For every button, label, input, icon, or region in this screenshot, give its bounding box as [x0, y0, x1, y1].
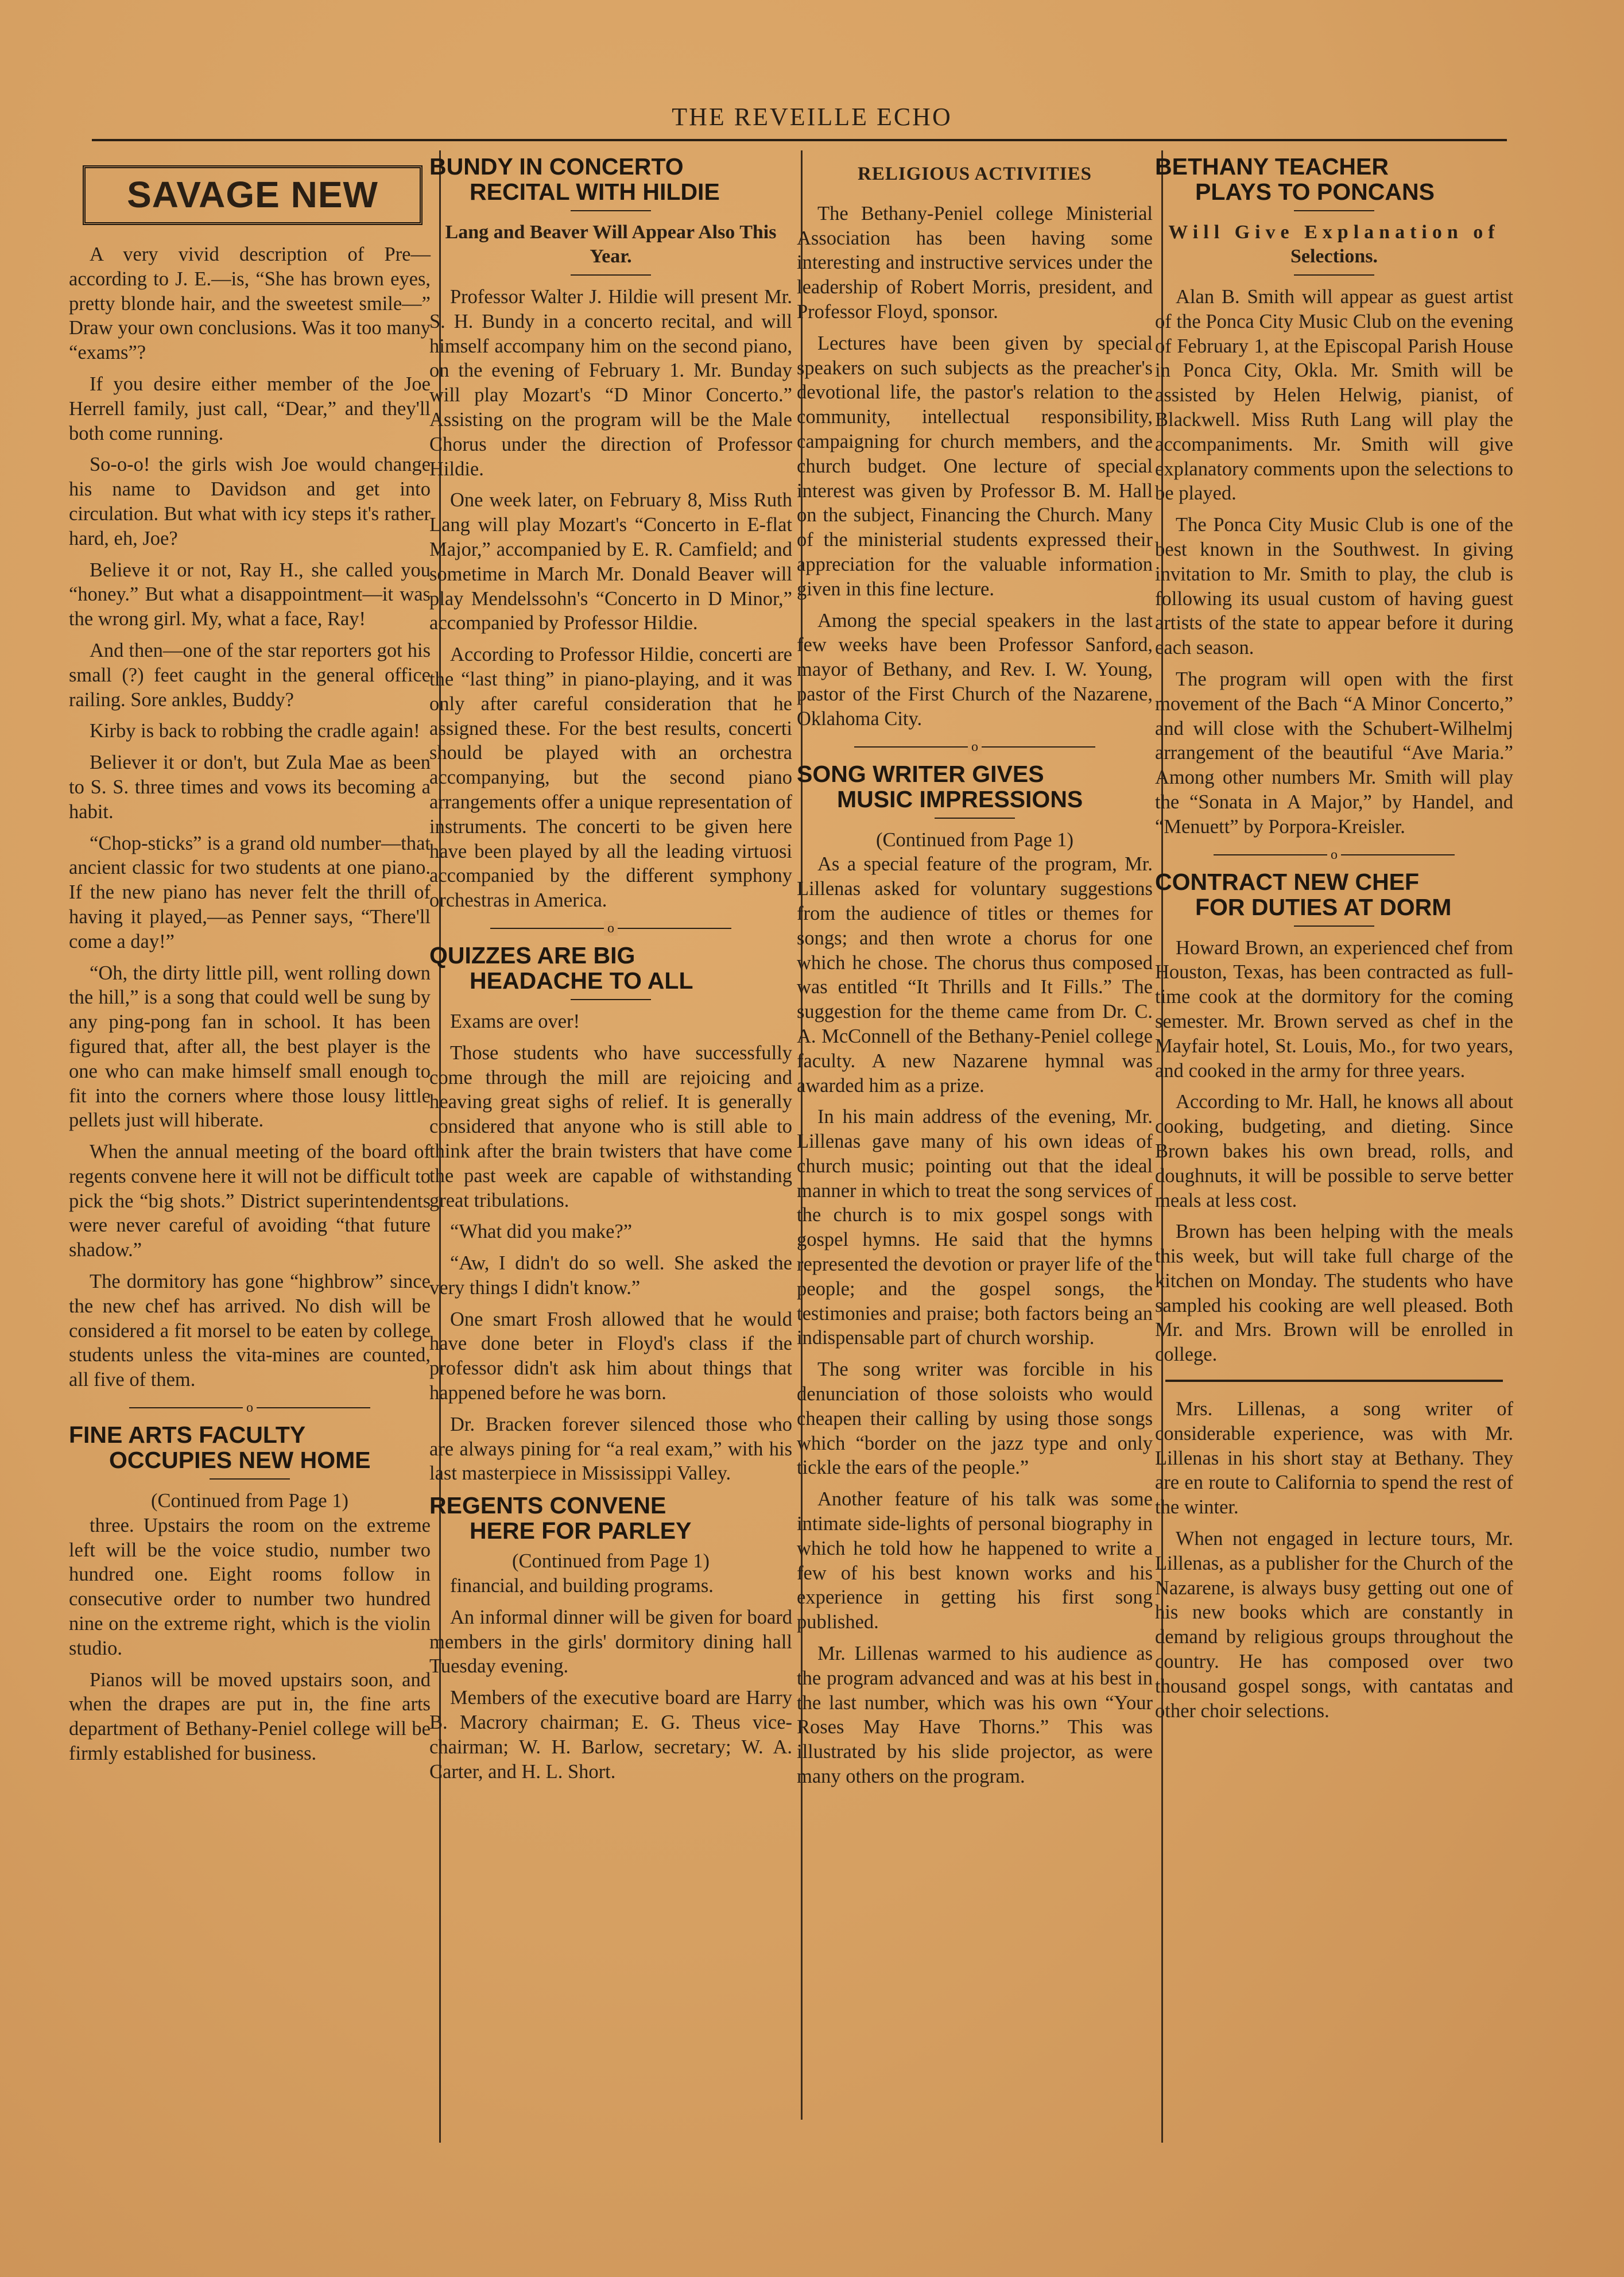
paragraph: The program will open with the first movement of the Bach “A Minor Concerto,” and will close with the Schubert-Wilhelmj arrangement of the beautiful “Ave Maria.” Among other numbers Mr. Smith will play the “Sonata in A Major,” by Handel, and “Menuett” by Porpora-Kreisler. [1155, 668, 1513, 838]
paragraph: Brown has been helping with the meals this week, but will take full charge of the kitchen on Monday. The students who have sampled his cooking are well pleased. Both Mr. and Mrs. Brown will be enrolled in college. [1155, 1221, 1513, 1366]
paragraph: three. Upstairs the room on the extreme left will be the voice studio, number two hundred one. Eight rooms follow in consecutive order to number two hundred nine on the extreme right, which is the violin studio. [69, 1514, 431, 1659]
paragraph: Members of the executive board are Harry B. Macrory chairman; E. G. Theus vice-chairman; W. H. Barlow, secretary; W. A. Carter, and H. L. Short. [429, 1687, 792, 1783]
deck-rule [571, 274, 651, 276]
paragraph: Kirby is back to robbing the cradle again! [90, 720, 420, 742]
lillenas-article [1155, 1397, 1513, 1723]
paragraph: Mrs. Lillenas, a song writer of considerable experience, was with Mr. Lillenas in his short stay at Bethany. They are en route to California to spend the rest of the winter. [1155, 1398, 1513, 1519]
new-chef-headline: CONTRACT NEW CHEF FOR DUTIES AT DORM [1155, 868, 1452, 920]
religious-article [797, 202, 1153, 731]
paragraph: “Oh, the dirty little pill, went rolling down the hill,” is a song that could well be sung by any ping-pong fan in school. It has been figured that, after all, the best player is the one who can make himself small enough to fit into the corners where those lousy little pellets just will hiberate. [69, 962, 431, 1132]
headline-rule [935, 818, 1015, 819]
paragraph: As a special feature of the program, Mr. Lillenas asked for voluntary suggestions from the audience of titles or themes for songs; and then wrote a chorus for one which he chose. The chorus thus composed was entitled “It Thrills and It Fills.” The suggestion for the theme came from Dr. C. A. McConnell of the Bethany-Peniel college faculty. A new Nazarene hymnal was awarded him as a prize. [797, 853, 1153, 1097]
paragraph: And then—one of the star reporters got his small (?) feet caught in the general office railing. Sore ankles, Buddy? [69, 639, 431, 711]
paragraph: When the annual meeting of the board of regents convene here it will not be difficult to pick the “big shots.” District superintendents were never careful of avoiding “that future shadow.” [69, 1141, 431, 1261]
fine-arts-article [69, 1513, 431, 1766]
paragraph: Lectures have been given by special speakers on such subjects as the preacher's devotional life, the pastor's relation to the community, intellectual responsibility, campaigning for church members, and the church budget. One lecture of special interest was given by Professor B. M. Hall on the subject, Financing the Church. Many of the ministerial students expressed their appreciation for the valuable information given in this fine lecture. [797, 332, 1153, 600]
article-divider: o [854, 738, 1095, 756]
bundy-headline: BUNDY IN CONCERTO RECITAL WITH HILDIE [429, 153, 720, 205]
new-chef-article [1155, 936, 1513, 1368]
paragraph: “Aw, I didn't do so well. She asked the very things I didn't know.” [429, 1252, 792, 1299]
headline-rule [571, 999, 651, 1000]
paragraph: An informal dinner will be given for board members in the girls' dormitory dining hall Tuesday evening. [429, 1606, 792, 1678]
deck-rule [1294, 274, 1374, 276]
column-1 [69, 150, 431, 2139]
regents-headline: REGENTS CONVENE HERE FOR PARLEY [429, 1492, 692, 1544]
paragraph: The Ponca City Music Club is one of the best known in the Southwest. In giving invitation to Mr. Smith to play, the club is following its usual custom of having guest artists of the state to appear before it during each season. [1155, 514, 1513, 659]
paragraph: When not engaged in lecture tours, Mr. Lillenas, as a publisher for the Church of the Nazarene, is always busy getting out one of his new books which are constantly in demand by religious groups throughout the country. He has composed over two thousand gospel songs, with cantatas and other choir selections. [1155, 1528, 1513, 1722]
fine-arts-headline: FINE ARTS FACULTY OCCUPIES NEW HOME [69, 1422, 371, 1474]
bethany-teacher-headline: BETHANY TEACHER PLAYS TO PONCANS [1155, 153, 1435, 205]
article-divider: o [1214, 846, 1455, 863]
bundy-deck: Lang and Beaver Will Appear Also This Year. [445, 222, 777, 267]
paragraph: One week later, on February 8, Miss Ruth Lang will play Mozart's “Concerto in E-flat Major,” accompanied by E. R. Camfield; and sometime in March Mr. Donald Beaver will play Mendelssohn's “Concerto in D Minor,” accompanied by Professor Hildie. [429, 489, 792, 634]
bethany-deck: Will Give Explanation of Selections. [1168, 222, 1500, 267]
paragraph: “Chop-sticks” is a grand old number—that ancient classic for two students at one piano. If the new piano has never felt the thrill of having it played,—as Penner says, “There'll come a day!” [69, 832, 431, 952]
paragraph: Believe it or not, Ray H., she called you “honey.” But what a disappointment—it was the wrong girl. My, what a face, Ray! [69, 559, 431, 630]
masthead: THE REVEILLE ECHO [672, 103, 952, 131]
paragraph: A very vivid description of Pre— according to J. E.—is, “She has brown eyes, pretty blonde hair, and the sweetest smile—” Draw your own conclusions. Was it too many “exams”? [69, 243, 431, 364]
continued-note: (Continued from Page 1) [876, 828, 1073, 851]
paragraph: Those students who have successfully come through the mill are rejoicing and heaving great sighs of relief. It is generally considered that anyone who is still able to think after the brain twisters that have come the past week are capable of withstanding great tribulations. [429, 1041, 792, 1211]
continued-note: (Continued from Page 1) [151, 1490, 348, 1512]
column-4 [1155, 150, 1513, 2139]
savage-new-article [69, 242, 431, 1392]
quizzes-headline: QUIZZES ARE BIG HEADACHE TO ALL [429, 942, 693, 994]
paragraph: Among the special speakers in the last few weeks have been Professor Sanford, mayor of Bethany, and Rev. I. W. Young, pastor of the First Church of the Nazarene, Oklahoma City. [797, 609, 1153, 730]
bundy-article [429, 285, 792, 913]
masthead-rule [92, 139, 1507, 141]
paragraph: Alan B. Smith will appear as guest artist of the Ponca City Music Club on the evening of February 1, at the Episcopal Parish House in Ponca City, Okla. Mr. Smith will be assisted by Helen Helwig, pianist, of Blackwell. Miss Ruth Lang will play the accompaniments. Mr. Smith will give explanatory comments upon the selections to be played. [1155, 286, 1513, 505]
article-divider: o [129, 1399, 370, 1416]
continued-note: (Continued from Page 1) [512, 1550, 710, 1573]
regents-article [429, 1574, 792, 1784]
paragraph: Exams are over! [450, 1010, 580, 1032]
section-rule [1165, 1380, 1503, 1382]
paragraph: Dr. Bracken forever silenced those who are always pining for “a real exam,” with his last masterpiece in Mississippi Valley. [429, 1413, 792, 1485]
quizzes-article [429, 1009, 792, 1486]
bethany-teacher-article [1155, 285, 1513, 839]
paragraph: Professor Walter J. Hildie will present Mr. S. H. Bundy in a concerto recital, and will himself accompany him on the second piano, on the evening of February 1. Mr. Bunday will play Mozart's “D Minor Concerto.” Assisting on the program will be the Male Chorus under the direction of Professor Hildie. [429, 286, 792, 480]
religious-headline: RELIGIOUS ACTIVITIES [858, 164, 1092, 184]
savage-new-headline: SAVAGE NEW [83, 165, 423, 225]
paragraph: According to Mr. Hall, he knows all about cooking, budgeting, and dieting. Since Brown bakes his own bread, rolls, and doughnuts, it will be possible to serve better meals at less cost. [1155, 1091, 1513, 1211]
paragraph: So-o-o! the girls wish Joe would change his name to Davidson and get into circulation. But what with icy steps it's rather hard, eh, Joe? [69, 454, 431, 549]
headline-rule [1294, 925, 1374, 927]
song-writer-article [797, 852, 1153, 1788]
paragraph: Pianos will be moved upstairs soon, and when the drapes are put in, the fine arts department of Bethany-Peniel college will be firmly established for business. [69, 1668, 431, 1765]
headline-rule [1294, 210, 1374, 211]
paragraph: Howard Brown, an experienced chef from Houston, Texas, has been contracted as full-time cook at the dormitory for the coming semester. Mr. Brown served as chef in the Mayfair hotel, St. Louis, Mo., for two years, and cooked in the army for three years. [1155, 936, 1513, 1082]
paragraph: The Bethany-Peniel college Ministerial Association has been having some interesting and instructive services under the leadership of Robert Morris, president, and Professor Floyd, sponsor. [797, 202, 1153, 323]
paragraph: “What did you make?” [450, 1221, 633, 1243]
column-3 [797, 150, 1153, 2139]
paragraph: The dormitory has gone “highbrow” since the new chef has arrived. No dish will be considered a fit morsel to be eaten by college students unless the vita-mines are counted, all five of them. [69, 1271, 431, 1391]
headline-rule [571, 210, 651, 211]
paragraph: Another feature of his talk was some intimate side-lights of personal biography in which he told how he happened to write a few of his best known works and his experience in getting his first song published. [797, 1488, 1153, 1633]
paragraph: According to Professor Hildie, concerti are the “last thing” in piano-playing, and it was only after careful consideration that he assigned these. For the best results, concerti should be played with an orchestra accompanying, but the second piano arrangements offer a unique representation of instruments. The concerti to be given here have been played by all the leading virtuosi accompanied by the different symphony orchestras in America. [429, 644, 792, 912]
paragraph: Believer it or don't, but Zula Mae as been to S. S. three times and vows its becoming a habit. [69, 752, 431, 823]
song-writer-headline: SONG WRITER GIVES MUSIC IMPRESSIONS [797, 760, 1083, 812]
paragraph: Mr. Lillenas warmed to his audience as the program advanced and was at his best in the last number, which was his own “Your Roses May Have Thorns.” This was illustrated by his slide projector, as were many others on the program. [797, 1643, 1153, 1788]
headline-rule [210, 1478, 290, 1480]
paragraph: The song writer was forcible in his denunciation of those soloists who would cheapen their calling by using those songs which “border on the jazz type and only tickle the ears of the people.” [797, 1358, 1153, 1479]
paragraph: If you desire either member of the Joe Herrell family, just call, “Dear,” and they'll both come running. [69, 373, 431, 444]
paragraph: financial, and building programs. [450, 1575, 714, 1597]
paragraph: In his main address of the evening, Mr. Lillenas gave many of his own ideas of church music; pointing out that the ideal manner in which to treat the song services of the church is to mix gospel songs with gospel hymns. He said that the hymns represented the devotion or prayer life of the people; and the gospel songs, the testimonies and praise; both factors being an indispensable part of church worship. [797, 1106, 1153, 1349]
paragraph: One smart Frosh allowed that he would have done beter in Floyd's class if the professor didn't ask him about things that happened before he was born. [429, 1308, 792, 1404]
article-divider: o [490, 920, 731, 937]
column-2 [429, 150, 792, 2139]
